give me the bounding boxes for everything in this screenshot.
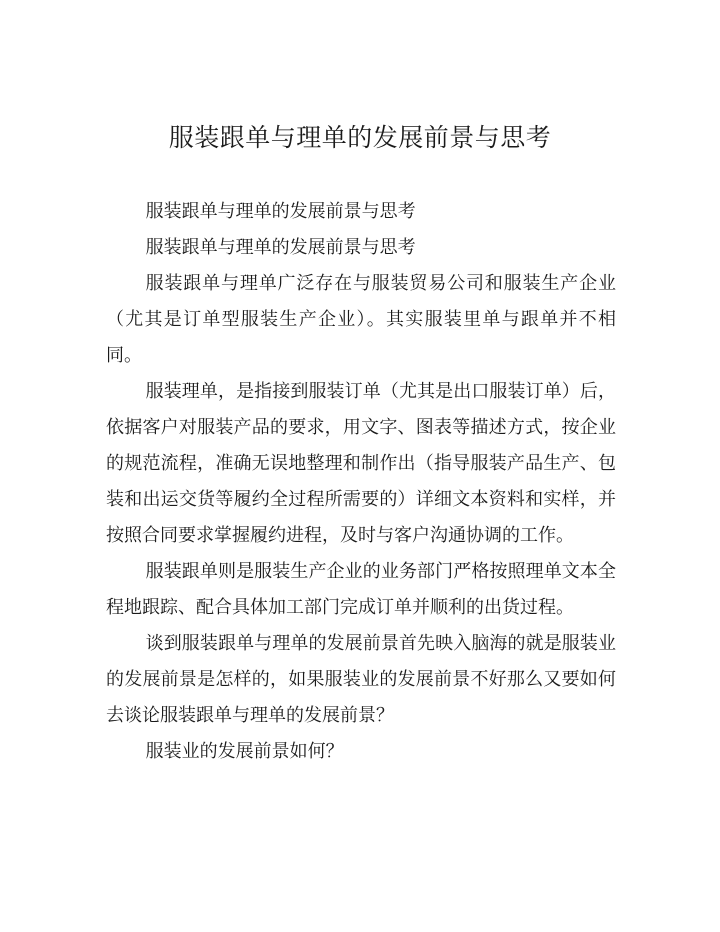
paragraph: 谈到服装跟单与理单的发展前景首先映入脑海的就是服装业的发展前景是怎样的，如果服装业的发展前景不好那么又要如何去谈论服装跟单与理单的发展前景？	[106, 633, 616, 726]
document-body	[106, 194, 616, 770]
document-title: 服装跟单与理单的发展前景与思考	[168, 123, 552, 152]
paragraph: 服装跟单与理单的发展前景与思考	[145, 201, 416, 222]
paragraph: 服装跟单则是服装生产企业的业务部门严格按照理单文本全程地跟踪、配合具体加工部门完成订单并顺利的出货过程。	[106, 561, 616, 618]
paragraph: 服装理单，是指接到服装订单（尤其是出口服装订单）后，依据客户对服装产品的要求，用文字、图表等描述方式，按企业的规范流程，准确无误地整理和制作出（指导服装产品生产、包装和出运交货等履约全过程所需要的）详细文本资料和实样，并按照合同要求掌握履约进程，及时与客户沟通协调的工作。	[106, 381, 616, 546]
paragraph: 服装跟单与理单广泛存在与服装贸易公司和服装生产企业（尤其是订单型服装生产企业）。其实服装里单与跟单并不相同。	[106, 273, 616, 366]
paragraph: 服装业的发展前景如何？	[145, 741, 344, 762]
paragraph: 服装跟单与理单的发展前景与思考	[145, 237, 416, 258]
